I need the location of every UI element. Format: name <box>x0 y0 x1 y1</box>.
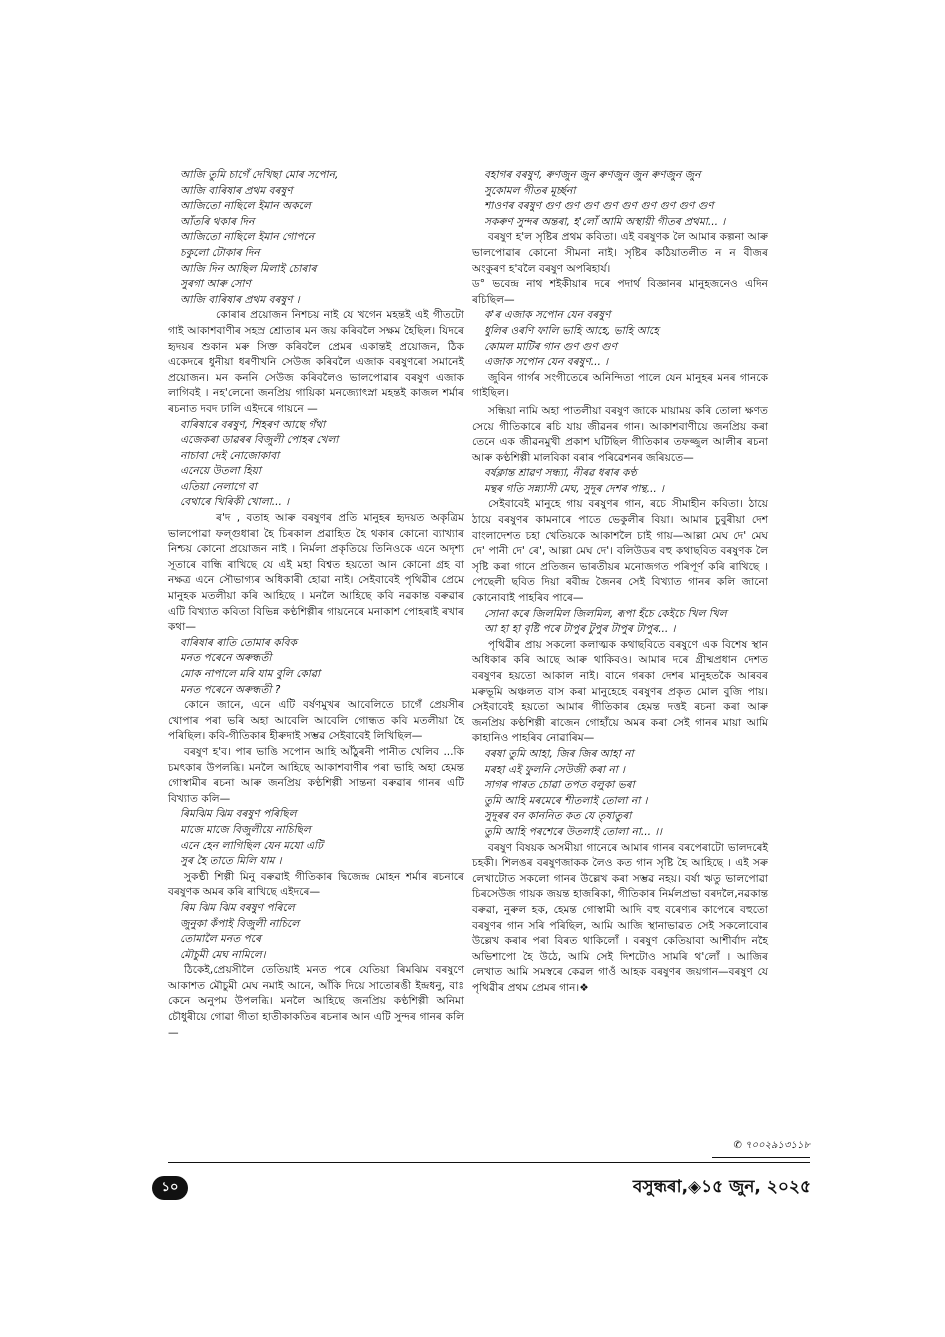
verse-line: মনত পৰেনে অৰুন্ধতী <box>180 652 272 665</box>
verse-line: তোমালৈ মনত পৰে <box>180 933 261 946</box>
verse-line: বহাগৰ বৰষুণ, ৰুণজুন জুন ৰুণজুন জুন ৰুণজুন জুন <box>484 169 701 181</box>
verse-line: এতিয়া নেলাগে বা <box>180 480 257 493</box>
paragraph: জুবিন গাৰ্গৰ সংগীতেৰে অনিন্দিতা পালে যেন মানুহৰ মনৰ গানকে গাইছিল। <box>472 371 768 400</box>
verse-line: কোমল মাটিৰ গান গুণ গুণ গুণ <box>484 340 617 353</box>
verse-line: বেথাৰে খিৰিকী খোলা... । <box>180 496 290 509</box>
paragraph: সন্ধিয়া নামি অহা পাতলীয়া বৰষুণ জাকে মায়াময় কৰি তোলা ক্ষণত সেয়ে গীতিকাৰে ৰচি যায় জীৱনৰ গান। আকাশবাণীয়ে জনপ্ৰিয় কৰা তেনে এক জীৱনমুখী প্ৰকাশ ঘটিছিল গীতিকাৰ তফজ্জুল আলীৰ ৰচনা আৰু কণ্ঠশিল্পী মালবিকা বৰাৰ পৰিৱেশনৰ জৰিয়তে— <box>472 404 768 464</box>
paragraph: বৰষুণ বিষয়ক অসমীয়া গানেৰে আমাৰ গানৰ বৰপেৰাটো ভালদৰেই চহকী। শিলঙৰ বৰষুণজাকক লৈও কত গান সৃষ্টি হৈ আহিছে । এই সৰু লেখাটোত সকলো গানৰ উল্লেখ কৰা সম্ভৱ নহয়। বৰ্ষা ঋতু ভালপোৱা চিৰসেউজ গায়ক জয়ন্ত হাজৰিকা, গীতিকাৰ নিৰ্মলপ্ৰভা বৰদলৈ,নৱকান্ত বৰুৱা, নুৰুল হক, হেমন্ত গোস্বামী আদি বহু বৰেণ্যৰ কাপেৰে বহুতো বৰষুণৰ গান সৰি পৰিছিল, আমি আজি স্থানাভাৱত সেই সকলোবোৰ উল্লেখ কৰাৰ পৰা বিৰত থাকিলোঁ । বৰষুণ কেতিয়াবা আশীৰ্বাদ নহৈ অভিশাপো হৈ উঠে, আমি সেই দিশটোও সামৰি থ'লোঁ । আজিৰ লেখাত আমি সমস্বৰে কেৱল গাওঁ আহক বৰষুণৰ জয়গান—বৰষুণ যে পৃথিৱীৰ প্ৰথম প্ৰেমৰ গান।❖ <box>472 841 768 994</box>
verse-block <box>472 607 768 638</box>
verse-line: সকৰুণ সুন্দৰ অন্তৰা, হ'লোঁ আমি অস্থায়ী গীতৰ প্ৰথমা... । <box>484 215 726 228</box>
verse-line: এনেয়ে উতলা হিয়া <box>180 465 261 478</box>
verse-line: সুদূৰৰ বন কাননিত কত যে তৃষাতুৰা <box>484 810 632 823</box>
paragraph: কোনে জানে, এনে এটি বৰ্ষণমুখৰ আবেলিতে চাগেঁ প্ৰেয়সীৰ খোপাৰ পৰা ভৰি অহা আবেলি আবেলি গোন্ধত কবি মতলীয়া হৈ পৰিছিল। কবি-গীতিকাৰ হীৰুদাই সম্ভৱ সেইবাবেই লিখিছিল— <box>168 699 464 743</box>
verse-line: মনত পৰেনে অৰুন্ধতী ? <box>180 683 281 696</box>
masthead-date: বসুন্ধৰা,◈১৫ জুন, ২০২৫ <box>632 1177 811 1197</box>
paragraph: ড° ভবেন্দ্ৰ নাথ শইকীয়াৰ দৰে পদাৰ্থ বিজ্ঞানৰ মানুহজনেও এদিন ৰচিছিল— <box>472 278 768 306</box>
verse-block <box>168 901 464 963</box>
verse-line: আজি বাৰিষাৰ প্ৰথম বৰষুণ । <box>180 293 300 306</box>
verse-line: মৌচুমী মেঘ নামিলে। <box>180 948 266 961</box>
paragraph: সেইবাবেই মানুহে গায় বৰষুণৰ গান, ৰচে সীমাহীন কবিতা। ঠায়ে ঠায়ে বৰষুণৰ কামনাৰে পাতে ভেকুলীৰ বিয়া। আমাৰ চুবুৰীয়া দেশ বাংলাদেশত চহা খেতিয়কে আকাশলৈ চাই গায়—আল্লা মেঘ দে' মেঘ দে' পানী দে' ৰে', আল্লা মেঘ দে'। বলিউডৰ বহু কথাছবিত বৰষুণক লৈ সৃষ্টি কৰা গানে প্ৰতিজন ভাৰতীয়ৰ মনোজগত পৰিপূৰ্ণ কৰি ৰাখিছে । পেছেলী ছবিত দিয়া ৰবীন্দ্ৰ জৈনৰ সেই বিখ্যাত গানৰ কলি জানো কোনোবাই পাহৰিব পাৰে— <box>472 498 768 605</box>
paragraph: বৰষুণ হ'ব। পাৰ ভাঙি সপোন আহি আঁঠুৰনী পানীত খেলিব ...কি চমৎকাৰ উপলব্ধি। মনলৈ আহিছে আকাশবাণীৰ পৰা ভাহি অহা হেমন্ত গোস্বামীৰ ৰচনা আৰু জনপ্ৰিয় কণ্ঠশিল্পী সান্তনা বৰুৱাৰ গানৰ এটি বিখ্যাত কলি— <box>168 745 464 805</box>
verse-line: তুমি আহি পৰশেৰে উতলাই তোলা না... ।। <box>484 825 662 838</box>
paragraph: সুকণ্ঠী শিল্পী মিনু বৰুৱাই গীতিকাৰ দ্বিজেন্দ্ৰ মোহন শৰ্মাৰ ৰচনাৰে বৰষুণক অমৰ কৰি ৰাখিছে এইদৰে— <box>168 870 464 899</box>
verse-line: চকুলো টোকাৰ দিন <box>180 246 260 259</box>
verse-line: এজাক সপোন যেন বৰষুণ... । <box>484 356 609 369</box>
verse-line: আজিতো নাছিলে ইমান অকলে <box>180 200 311 213</box>
verse-line: ৰিম ঝিম ঝিম বৰষুণ পৰিলে <box>180 901 295 914</box>
verse-block <box>472 747 768 841</box>
verse-line: আঁতৰি থকাৰ দিন <box>180 215 255 228</box>
paragraph: বৰষুণ হ'ল সৃষ্টিৰ প্ৰথম কবিতা। এই বৰষুণক লৈ আমাৰ কল্পনা আৰু ভালপোৱাৰ কোনো সীমনা নাই। সৃষ্টিৰ কঠিয়াতলীত ন ন বীজৰ অংকুৰণ হ'বলৈ বৰষুণ অপৰিহাৰ্য। <box>472 231 768 275</box>
verse-line: আ হা হা বৃষ্টি পৰে টাপুৰ টুপুৰ টাপুৰ টাপুৰ... । <box>484 623 676 636</box>
verse-line: বাৰিষাৰ ৰাতি তোমাৰ কবিক <box>180 636 297 649</box>
verse-line: ৰিমঝিম ঝিম বৰষুণ পৰিছিল <box>180 808 297 821</box>
verse-line: বৰষা তুমি আহা, জিৰ জিৰ আহা না <box>484 747 634 760</box>
verse-line: বৰ্ষক্লান্ত শ্ৰাৱণ সন্ধ্যা, নীৰৱ ধৰাৰ কণ্ঠ <box>484 467 637 480</box>
right-column <box>472 168 768 996</box>
verse-line: জুনুকা কঁপাই বিজুলী নাচিলে <box>180 917 300 930</box>
verse-line: নাচাবা দেই নোজোকাবা <box>180 449 280 462</box>
left-column <box>168 168 464 1041</box>
verse-line: তুমি আহি মৰমেৰে শীতলাই তোলা না । <box>484 794 648 807</box>
verse-line: সোনা কৰে জিলমিল জিলমিল, ৰূপা হঁচে কেইচে খিল খিল <box>484 607 727 620</box>
verse-block <box>168 636 464 698</box>
verse-line: ক'ৰ এজাক সপোন যেন বৰষুণ <box>484 309 611 322</box>
paragraph: ৰ'দ , বতাহ আৰু বৰষুণৰ প্ৰতি মানুহৰ হৃদয়ত অকৃত্ৰিম ভালপোৱা ফল্গুধাৰা হৈ চিৰকাল প্ৰৱাহিত হৈ থকাৰ কোনো ব্যাখ্যাৰ নিশ্চয় কোনো প্ৰয়োজন নাই । নিৰ্মলা প্ৰকৃতিয়ে তিনিওকে এনে অদৃশ্য সূতাৰে বান্ধি ৰাখিছে যে এই মহা বিশ্বত হয়তো আন কোনো গ্ৰহ বা নক্ষত্ৰ এনে সৌভাগ্যৰ অধিকাৰী হোৱা নাই। সেইবাবেই পৃথিৱীৰ প্ৰেমে মানুহক মতলীয়া কৰি আহিছে । মনলৈ আহিছে কবি নৱকান্ত বৰুৱাৰ এটি বিখ্যাত কবিতা বিভিন্ন কণ্ঠশিল্পীৰ গায়নেৰে মনাকাশ পোহৰাই ৰখাৰ কথা— <box>168 512 464 634</box>
verse-line: মোক নাপালে মৰি যাম বুলি কোৱা <box>180 668 321 680</box>
verse-line: এনে হেন লাগিছিল যেন মযো এটি <box>180 839 323 852</box>
verse-block <box>168 168 464 308</box>
verse-block <box>168 807 464 869</box>
verse-block <box>472 466 768 497</box>
verse-block <box>168 418 464 512</box>
author-phone: ✆ ৭০০২৯১৩১১৮ <box>712 1138 810 1158</box>
verse-line: শাওণৰ বৰষুণ গুণ গুণ গুণ গুণ গুণ গুণ গুণ গুণ গুণ <box>484 200 714 213</box>
verse-line: আজি বাৰিষাৰ প্ৰথম বৰষুণ <box>180 184 293 197</box>
paragraph: পৃথিৱীৰ প্ৰায় সকলো কলাত্মক কথাছবিতে বৰষুণে এক বিশেষ স্থান অধিকাৰ কৰি আছে আৰু থাকিবও। আমাৰ দৰে গ্ৰীষ্মপ্ৰধান দেশত বৰষুণৰ হয়তো আকাল নাই। বানে গৰকা দেশৰ মানুহতকৈ আৰবৰ মৰুভূমি অঞ্চলত বাস কৰা মানুহেহে বৰষুণৰ প্ৰকৃত মোল বুজি পায়। সেইবাবেই হয়তো আমাৰ গীতিকাৰ হেমন্ত দত্তই ৰচনা কৰা আৰু জনপ্ৰিয় কণ্ঠশিল্পী ৰাজেন গোহাঁয়ে অমৰ কৰা সেই গানৰ মায়া আমি কাহানিও পাহৰিব নোৱাৰিম— <box>472 638 768 745</box>
verse-line: আজিতো নাছিলে ইমান গোপনে <box>180 231 315 244</box>
verse-line: সুৰগা আৰু সোণ <box>180 278 251 291</box>
verse-line: সাগৰ পাৰত চোৱা তপত বলুকা ভৰা <box>484 779 635 792</box>
verse-line: সুৰ হৈ তাতে মিলি যাম । <box>180 855 282 868</box>
page-number-badge: ১০ <box>152 1176 188 1200</box>
verse-line: মৰহা এই ফুলনি সেউজী কৰা না । <box>484 763 625 776</box>
verse-block <box>472 168 768 230</box>
verse-line: মন্থৰ গতি সন্ন্যাসী মেঘ, সুদূৰ দেশৰ পান্থ... । <box>484 482 664 495</box>
verse-line: এজেকৰা ডাৱৰৰ বিজুলী পোহৰ খেলা <box>180 434 339 447</box>
footer-divider <box>168 1162 810 1163</box>
verse-line: আজি তুমি চাগেঁ দেখিছা মোৰ সপোন, <box>180 169 339 181</box>
verse-line: ধুলিৰ ওৰণি ফালি ভাহি আহে, ভাহি আহে <box>484 324 659 337</box>
paragraph: কোৰাৰ প্ৰয়োজন নিশচয় নাই যে খগেন মহন্তই এই গীতটো গাই আকাশবাণীৰ সহস্ৰ শ্ৰোতাৰ মন জয় কৰিবলৈ সক্ষম হৈছিল। যিদৰে হৃদয়ৰ শুকান মৰু সিক্ত কৰিবলৈ প্ৰেমৰ একান্তই প্ৰয়োজন, ঠিক একেদৰে ধুনীয়া ধৰণীখনি সেউজ কৰিবলৈ এজাক বৰষুণৰো সমানেই প্ৰয়োজন। মন কননি সেউজ কৰিবলৈও ভালপোৱাৰ বৰষুণ এজাক লাগিবই । নহ'লেনো জনপ্ৰিয় গায়িকা মনজ্যোৎস্না মহন্তই কাজল শৰ্মাৰ ৰচনাত দবদ ঢালি এইদৰে গায়নে — <box>168 309 464 415</box>
verse-line: মাজে মাজে বিজুলীয়ে নাচিছিল <box>180 823 311 836</box>
verse-line: বাৰিষাৰে বৰষুণ, শিহৰণ আছে গঁথা <box>180 418 326 431</box>
verse-line: আজি দিন আছিল মিলাই চোৰাৰ <box>180 262 317 275</box>
verse-block <box>472 308 768 370</box>
verse-line: সুকোমল গীতৰ মূৰ্চ্ছনা <box>484 184 576 197</box>
paragraph: ঠিকেই,প্ৰেয়সীলৈ তেতিয়াই মনত পৰে যেতিয়া ৰিমঝিম বৰষুণে আকাশত মৌচুমী মেঘ নমাই আনে, আঁকি দিয়ে সাতোৰঙী ইন্দ্ৰধনু, বাঃ কেনে অনুপম উপলব্ধি। মনলৈ আহিছে জনপ্ৰিয় কণ্ঠশিল্পী অনিমা চৌধুৰীয়ে গোৱা গীতা হাতীকাকতিৰ ৰচনাৰ আন এটি সুন্দৰ গানৰ কলি— <box>168 964 464 1039</box>
